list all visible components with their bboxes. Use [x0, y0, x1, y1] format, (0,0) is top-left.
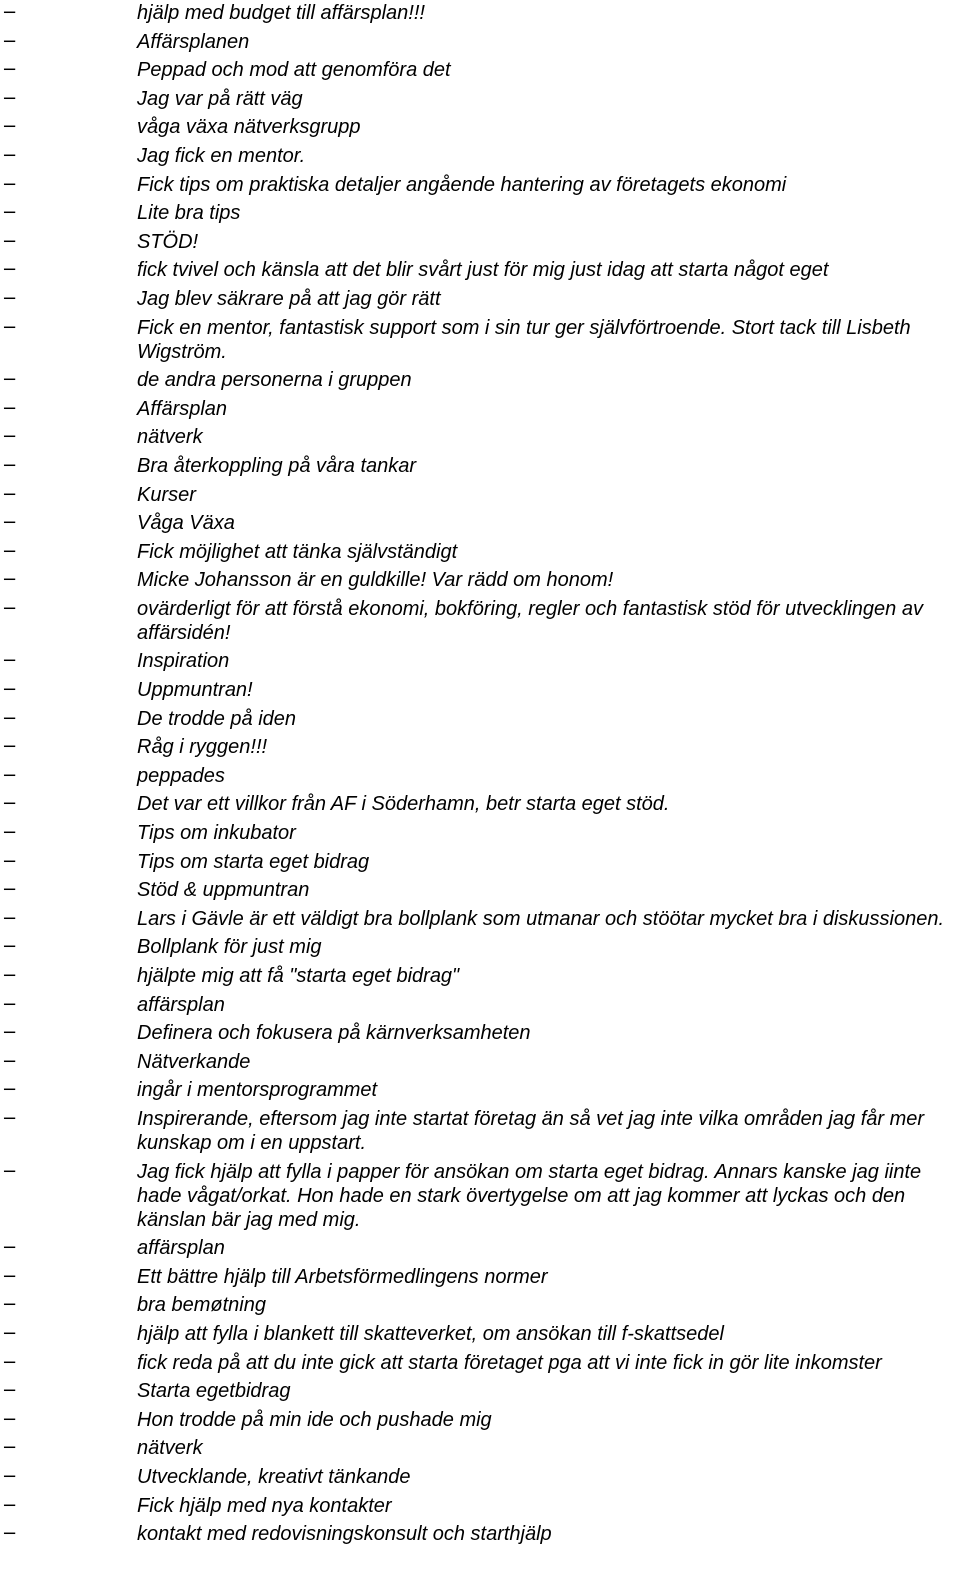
list-item	[0, 649, 960, 673]
dash-bullet-icon: −	[2, 1465, 18, 1487]
dash-bullet-icon: −	[2, 907, 18, 929]
dash-bullet-icon: −	[2, 1494, 18, 1516]
list-item	[0, 540, 960, 564]
list-item-text: Fick hjälp med nya kontakter	[137, 1494, 392, 1517]
list-item	[0, 821, 960, 845]
list-item	[0, 511, 960, 535]
list-item-text: Det var ett villkor från AF i Söderhamn, betr starta eget stöd.	[137, 793, 670, 816]
list-item	[0, 1465, 960, 1489]
dash-bullet-icon: −	[2, 1523, 18, 1545]
list-item	[0, 964, 960, 988]
list-item	[0, 792, 960, 816]
list-item	[0, 1236, 960, 1260]
dash-bullet-icon: −	[2, 1237, 18, 1259]
dash-bullet-icon: −	[2, 1050, 18, 1072]
dash-bullet-icon: −	[2, 116, 18, 138]
dash-bullet-icon: −	[2, 483, 18, 505]
list-item-text: nätverk	[137, 1437, 203, 1460]
list-item-text: Tips om starta eget bidrag	[137, 850, 370, 873]
list-item-text: Lite bra tips	[137, 202, 241, 225]
dash-bullet-icon: −	[2, 1265, 18, 1287]
dash-bullet-icon: −	[2, 1160, 18, 1182]
list-item	[0, 993, 960, 1017]
list-item-text: Kurser	[137, 483, 196, 506]
list-item	[0, 368, 960, 392]
list-item-text: Hon trodde på min ide och pushade mig	[137, 1408, 492, 1431]
dash-bullet-icon: −	[2, 879, 18, 901]
list-item	[0, 173, 960, 197]
dash-bullet-icon: −	[2, 793, 18, 815]
list-item-text: bra bemøtning	[137, 1294, 266, 1317]
dash-bullet-icon: −	[2, 650, 18, 672]
list-item	[0, 397, 960, 421]
list-item-text: Inspiration	[137, 650, 230, 673]
dash-bullet-icon: −	[2, 144, 18, 166]
list-item-text: fick tvivel och känsla att det blir svårt just för mig just idag att starta något eget	[137, 259, 829, 282]
list-item-text: nätverk	[137, 426, 203, 449]
dash-bullet-icon: −	[2, 87, 18, 109]
list-item	[0, 230, 960, 254]
list-item	[0, 597, 960, 645]
list-item-text: affärsplan	[137, 1237, 225, 1260]
list-item	[0, 1408, 960, 1432]
list-item-text: Jag fick hjälp att fylla i papper för ansökan om starta eget bidrag. Annars kanske jag iinte hade vågat/orkat. Hon hade en stark övertygelse om att jag kommer att lyckas och den känslan bär jag med mig.	[137, 1160, 922, 1231]
list-item	[0, 907, 960, 931]
list-item	[0, 425, 960, 449]
dash-bullet-icon: −	[2, 173, 18, 195]
list-item	[0, 201, 960, 225]
dash-bullet-icon: −	[2, 540, 18, 562]
dash-bullet-icon: −	[2, 1322, 18, 1344]
list-item-text: kontakt med redovisningskonsult och starthjälp	[137, 1523, 552, 1546]
list-item-text: Ett bättre hjälp till Arbetsförmedlingens normer	[137, 1265, 548, 1288]
dash-bullet-icon: −	[2, 993, 18, 1015]
dash-bullet-icon: −	[2, 59, 18, 81]
list-item-text: hjälp att fylla i blankett till skatteverket, om ansökan till f-skattsedel	[137, 1322, 724, 1345]
list-item	[0, 115, 960, 139]
dash-bullet-icon: −	[2, 965, 18, 986]
list-item-text: Definera och fokusera på kärnverksamheten	[137, 1022, 531, 1045]
dash-bullet-icon: −	[2, 1107, 18, 1129]
list-item-text: affärsplan	[137, 993, 225, 1016]
dash-bullet-icon: −	[2, 1079, 18, 1101]
dash-bullet-icon: −	[2, 597, 18, 619]
dash-bullet-icon: −	[2, 512, 18, 534]
list-item-text: fick reda på att du inte gick att starta företaget pga att vi inte fick in gör lite inkomster	[137, 1351, 882, 1374]
list-item	[0, 483, 960, 507]
list-item	[0, 678, 960, 702]
dash-bullet-icon: −	[2, 764, 18, 786]
dash-bullet-icon: −	[2, 569, 18, 591]
dash-bullet-icon: −	[2, 1380, 18, 1402]
list-item-text: Fick en mentor, fantastisk support som i sin tur ger självförtroende. Stort tack till Lisbeth Wigström.	[137, 316, 911, 363]
dash-bullet-icon: −	[2, 397, 18, 419]
list-item	[0, 1107, 960, 1155]
list-item	[0, 1293, 960, 1317]
list-item-text: Fick tips om praktiska detaljer angående hantering av företagets ekonomi	[137, 173, 787, 196]
dash-bullet-icon: −	[2, 1437, 18, 1459]
dash-bullet-icon: −	[2, 822, 18, 844]
list-item-text: Peppad och mod att genomföra det	[137, 59, 451, 82]
dash-bullet-icon: −	[2, 316, 18, 338]
list-item-text: Jag blev säkrare på att jag gör rätt	[137, 287, 441, 310]
list-item	[0, 735, 960, 759]
list-item	[0, 878, 960, 902]
list-item	[0, 1021, 960, 1045]
list-item	[0, 454, 960, 478]
dash-bullet-icon: −	[2, 30, 18, 52]
dash-bullet-icon: −	[2, 707, 18, 729]
list-item	[0, 144, 960, 168]
list-item-text: Affärsplanen	[137, 30, 250, 53]
list-item	[0, 30, 960, 54]
list-item	[0, 1351, 960, 1375]
dash-bullet-icon: −	[2, 230, 18, 252]
dash-bullet-icon: −	[2, 679, 18, 701]
list-item	[0, 316, 960, 364]
list-item-text: Stöd & uppmuntran	[137, 879, 310, 902]
dash-bullet-icon: −	[2, 426, 18, 448]
list-item-text: De trodde på iden	[137, 707, 297, 730]
list-item-text: Råg i ryggen!!!	[137, 736, 268, 759]
dash-bullet-icon: −	[2, 1294, 18, 1316]
list-item	[0, 1494, 960, 1518]
list-item-text: Inspirerande, eftersom jag inte startat företag än så vet jag inte vilka områden jag får mer kunskap om i en uppstart.	[137, 1107, 925, 1154]
dash-bullet-icon: −	[2, 850, 18, 872]
list-item-text: Micke Johansson är en guldkille! Var rädd om honom!	[137, 569, 614, 592]
list-item-text: våga växa nätverksgrupp	[137, 116, 361, 139]
list-item-text: ingår i mentorsprogrammet	[137, 1079, 378, 1102]
dash-bullet-icon: −	[2, 936, 18, 958]
list-item	[0, 935, 960, 959]
list-item	[0, 764, 960, 788]
list-item-text: Starta egetbidrag	[137, 1380, 291, 1403]
list-item	[0, 1436, 960, 1460]
dash-bullet-icon: −	[2, 736, 18, 758]
dash-bullet-icon: −	[2, 259, 18, 281]
dash-bullet-icon: −	[2, 454, 18, 476]
list-item	[0, 1078, 960, 1102]
list-item-text: Lars i Gävle är ett väldigt bra bollplank som utmanar och stöötar mycket bra i diskussionen.	[137, 907, 945, 930]
dash-bullet-icon: −	[2, 287, 18, 309]
dash-bullet-icon: −	[2, 369, 18, 391]
list-item-text: Fick möjlighet att tänka självständigt	[137, 540, 458, 563]
list-item-text: Jag fick en mentor.	[137, 144, 306, 167]
list-item	[0, 707, 960, 731]
list-item-text: Bollplank för just mig	[137, 936, 322, 959]
list-item	[0, 1050, 960, 1074]
dash-bullet-icon: −	[2, 1351, 18, 1373]
list-item	[0, 568, 960, 592]
list-item	[0, 1322, 960, 1346]
list-item-text: de andra personerna i gruppen	[137, 369, 412, 392]
dash-bullet-icon: −	[2, 2, 18, 23]
list-item	[0, 87, 960, 111]
list-item-text: hjälpte mig att få "starta eget bidrag"	[137, 965, 460, 987]
list-item-text: Utvecklande, kreativt tänkande	[137, 1465, 411, 1488]
dash-bullet-icon: −	[2, 202, 18, 224]
list-item	[0, 287, 960, 311]
list-item-text: Uppmuntran!	[137, 679, 253, 702]
list-item-text: Bra återkoppling på våra tankar	[137, 454, 417, 477]
list-item-text: Affärsplan	[137, 397, 228, 420]
list-item	[0, 1379, 960, 1403]
list-item-text: Jag var på rätt väg	[137, 87, 303, 110]
list-item	[0, 1, 960, 25]
list-item	[0, 1265, 960, 1289]
list-item-text: Våga Växa	[137, 512, 235, 535]
list-item-text: STÖD!	[137, 230, 199, 253]
dash-bullet-icon: −	[2, 1022, 18, 1044]
list-item	[0, 1160, 960, 1232]
list-item	[0, 850, 960, 874]
list-item-text: Tips om inkubator	[137, 822, 296, 845]
list-item-text: hjälp med budget till affärsplan!!!	[137, 2, 425, 24]
list-item	[0, 258, 960, 282]
list-item	[0, 58, 960, 82]
dash-bullet-icon: −	[2, 1408, 18, 1430]
list-item	[0, 1522, 960, 1546]
list-item-text: ovärderligt för att förstå ekonomi, bokföring, regler och fantastisk stöd för utvecklingen av affärsidén!	[137, 597, 923, 644]
list-item-text: Nätverkande	[137, 1050, 251, 1073]
list-item-text: peppades	[137, 764, 225, 787]
